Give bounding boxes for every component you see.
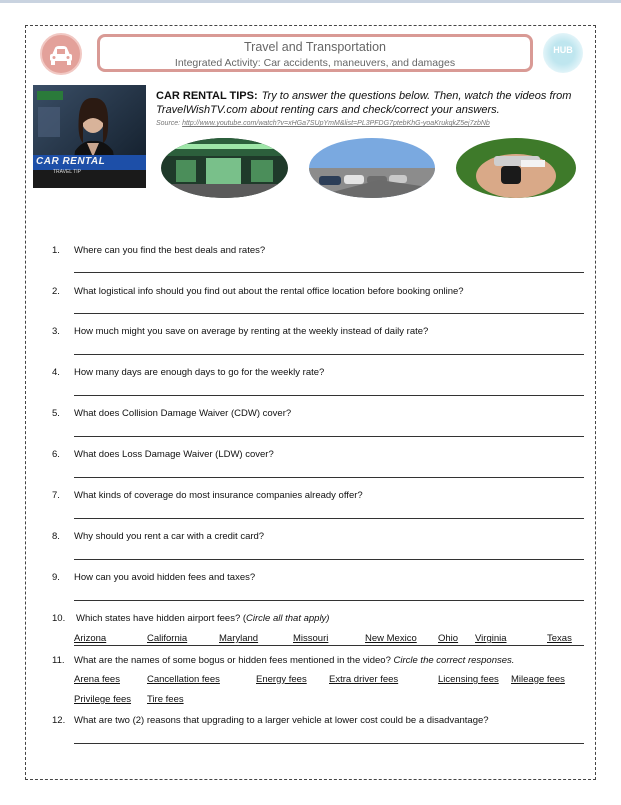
choice-fee[interactable]: Cancellation fees [147,674,220,685]
question-number: 11. [52,655,65,666]
answer-line[interactable] [74,313,584,314]
choice-fee[interactable]: Arena fees [74,674,120,685]
answer-line[interactable] [74,354,584,355]
intro-text [156,89,596,117]
answer-line[interactable] [74,477,584,478]
video-thumbnail[interactable] [33,85,146,188]
question-number: 1. [52,245,60,256]
photo-car-keys [456,138,576,198]
photo-parking-lot [309,138,435,198]
answer-line[interactable] [74,272,584,273]
choice-state[interactable]: Virginia [475,633,507,644]
question-number: 7. [52,490,60,501]
choice-fee[interactable]: Licensing fees [438,674,499,685]
hub-logo-text: HUB [553,45,573,55]
question-number: 9. [52,572,60,583]
question-number: 10. [52,613,66,624]
choice-fee[interactable]: Mileage fees [511,674,565,685]
question-note: Circle all that apply) [246,613,330,624]
question-text: How can you avoid hidden fees and taxes? [74,572,256,583]
question-number: 3. [52,326,60,337]
choice-state[interactable]: Arizona [74,633,107,644]
hub-logo [543,33,583,73]
answer-line[interactable] [74,559,584,560]
question-text: Why should you rent a car with a credit card? [74,531,265,542]
question-number: 6. [52,449,60,460]
window-top-border [0,0,621,3]
choice-fee[interactable]: Privilege fees [74,694,132,705]
question-text: What are the names of some bogus or hidden fees mentioned in the video? Circle the correct responses. [74,655,515,666]
car-icon [40,33,82,75]
question-text: What are two (2) reasons that upgrading to a larger vehicle at lower cost could be a disadvantage? [74,715,489,726]
question-text: How many days are enough days to go for the weekly rate? [74,367,325,378]
answer-line[interactable] [74,600,584,601]
question-text: How much might you save on average by renting at the weekly instead of daily rate? [74,326,429,337]
choice-state[interactable]: Texas [547,633,572,644]
choice-fee[interactable]: Tire fees [147,694,184,705]
question-text: What does Collision Damage Waiver (CDW) cover? [74,408,292,419]
intro-lead: CAR RENTAL TIPS: [156,90,258,102]
page-subtitle: Integrated Activity: Car accidents, maneuvers, and damages [174,57,456,69]
choice-fee[interactable]: Extra driver fees [329,674,399,685]
question-number: 2. [52,286,60,297]
question-number: 8. [52,531,60,542]
question-text: What kinds of coverage do most insurance companies already offer? [74,490,363,501]
photo-rental-counter [161,138,288,198]
answer-line[interactable] [74,518,584,519]
answer-line[interactable] [74,395,584,396]
video-caption: CAR RENTAL [36,156,106,167]
question-number: 12. [52,715,66,726]
choice-state[interactable]: California [147,633,188,644]
question-text: Which states have hidden airport fees? (Circle all that apply) [76,613,330,624]
choice-state[interactable]: Ohio [438,633,459,644]
choice-state[interactable]: Maryland [219,633,259,644]
choice-fee[interactable]: Energy fees [256,674,307,685]
source-line [156,120,490,127]
source-label: Source: [156,120,181,127]
intro-body: Try to answer the questions below. Then, watch the videos from TravelWishTV.com about renting cars and check/correct your answers. [156,90,572,116]
choice-state[interactable]: Missouri [293,633,329,644]
question-number: 5. [52,408,60,419]
source-link[interactable]: http://www.youtube.com/watch?v=xHGa7SUpYmM&list=PL3PFDG7ptebKhG-yoaKrukqkZ5ej7zbNb [182,120,490,127]
question-text: What logistical info should you find out about the rental office location before booking online? [74,286,464,297]
question-number: 4. [52,367,60,378]
title-box [97,34,533,72]
question-text: What does Loss Damage Waiver (LDW) cover? [74,449,274,460]
answer-line[interactable] [74,743,584,744]
question-note: Circle the correct responses. [393,655,515,666]
video-subcaption: TRAVEL TIP [53,169,81,175]
answer-line[interactable] [74,436,584,437]
choice-underline [74,645,584,646]
choice-state[interactable]: New Mexico [365,633,417,644]
question-text: Where can you find the best deals and rates? [74,245,266,256]
page-title: Travel and Transportation [244,40,386,54]
